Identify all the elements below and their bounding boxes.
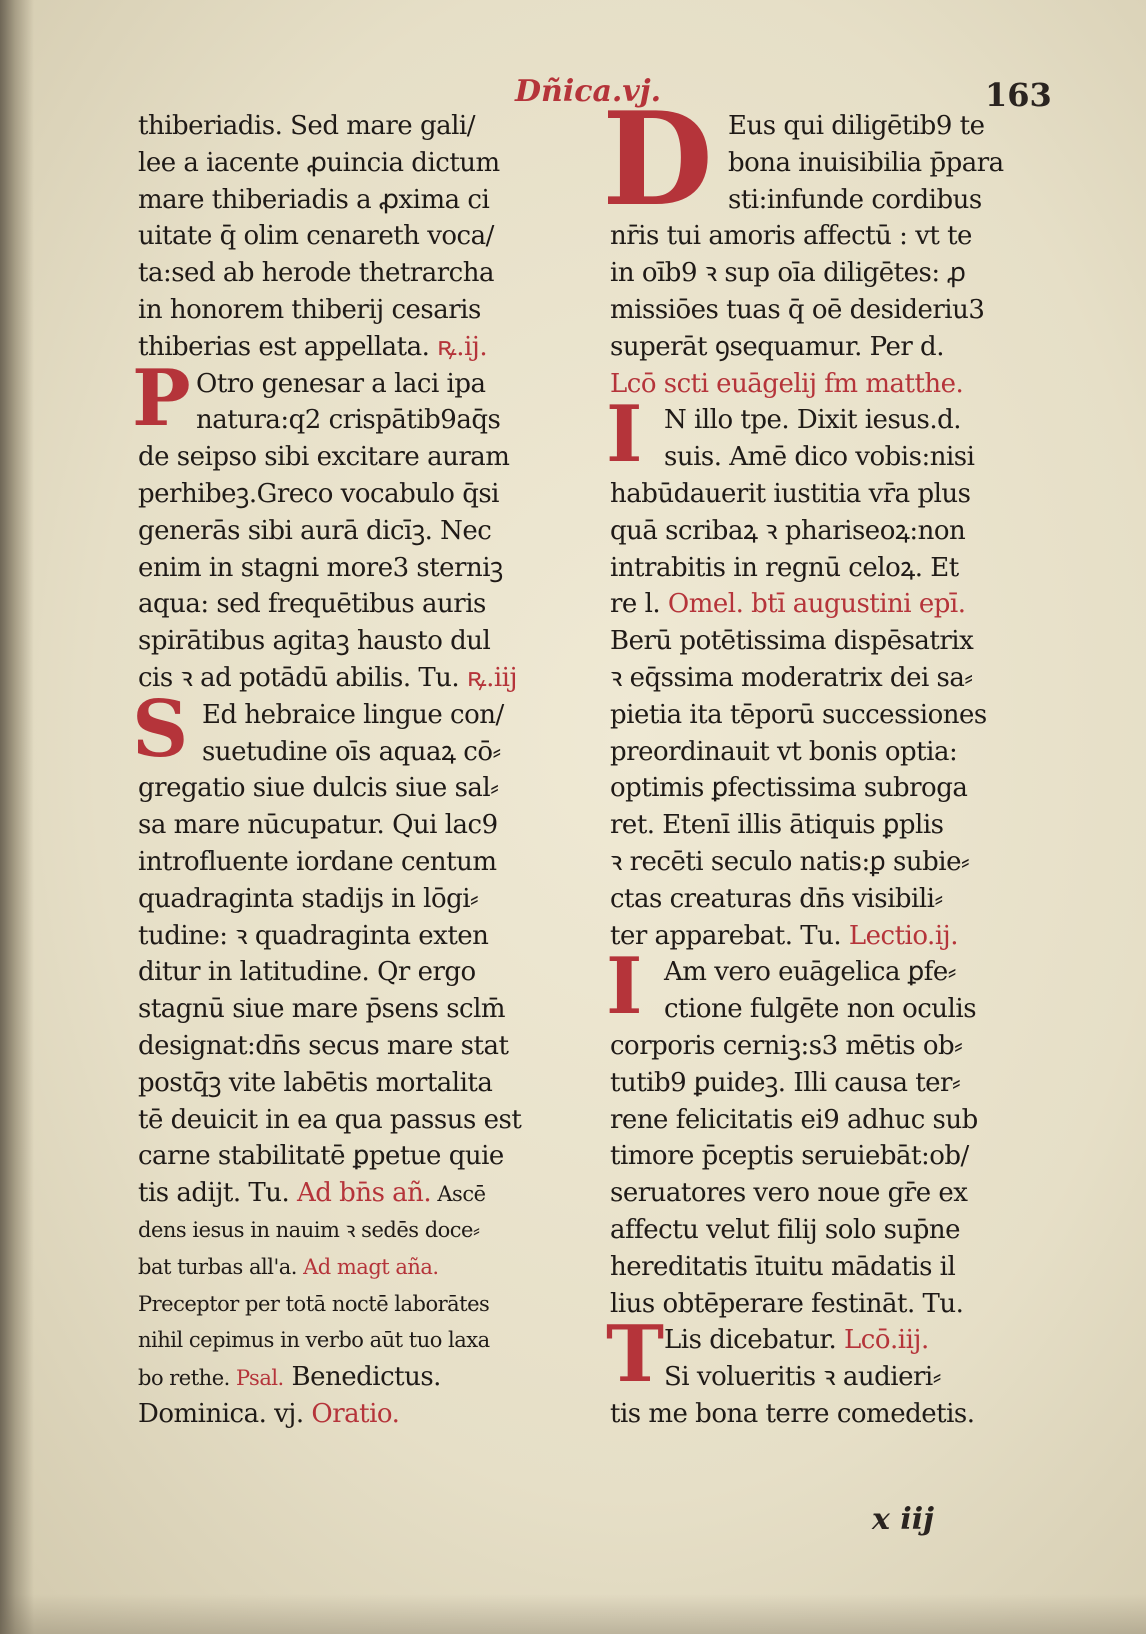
line-text: Otro genesar a laci ipa <box>196 368 486 399</box>
line-text: quadraginta stadijs in lōgi⸗ <box>138 883 479 914</box>
line-text: bat turbas all'a. <box>138 1254 297 1279</box>
text-line <box>138 329 578 365</box>
line-text: re l. <box>610 589 661 620</box>
line-text: pietia ita tēporū successiones <box>610 699 987 730</box>
text-line <box>138 844 578 880</box>
text-line <box>610 586 1052 622</box>
text-line <box>138 1286 578 1322</box>
text-line <box>138 182 578 218</box>
text-line <box>610 1322 1106 1358</box>
text-line <box>138 623 578 659</box>
ascende-text: Ascē <box>431 1182 486 1207</box>
text-line <box>138 476 578 512</box>
drop-initial-d: D <box>602 85 713 235</box>
drop-initial-i2: I <box>606 941 643 1033</box>
text-line <box>610 1249 1052 1285</box>
text-line <box>610 1028 1052 1064</box>
line-text: Si volueritis ꝛ audieri⸗ <box>664 1362 941 1393</box>
text-line <box>138 660 578 696</box>
text-line <box>138 807 578 843</box>
signature-mark: x iij <box>872 1502 934 1537</box>
text-line <box>610 366 1052 402</box>
line-text: tis adijt. Tu. <box>138 1178 290 1209</box>
running-head: Dñica.vj. <box>515 74 662 109</box>
line-text: Eus qui diligētib9 te <box>728 111 985 141</box>
line-text: tis me bona terre comedetis. <box>610 1399 975 1429</box>
line-text: enim in stagni more3 sterniꝫ <box>138 552 503 583</box>
text-line <box>610 513 1052 549</box>
line-text: Dominica. vj. <box>138 1399 304 1429</box>
benedictus-text: Benedictus. <box>283 1362 441 1393</box>
line-text: missiōes tuas q̄ oē desideriu3 <box>610 295 985 325</box>
text-line <box>610 1286 1052 1322</box>
text-line <box>610 881 1052 917</box>
text-line <box>138 218 578 254</box>
text-line <box>138 954 578 990</box>
text-line <box>610 623 1052 659</box>
text-line <box>610 660 1052 696</box>
text-line <box>610 918 1052 954</box>
line-text: rene felicitatis ei9 adhuc sub <box>610 1104 978 1135</box>
line-text: Berū potētissima dispēsatrix <box>610 626 974 657</box>
text-line <box>138 366 636 402</box>
text-line <box>610 329 1052 365</box>
text-line <box>138 1028 578 1064</box>
line-text: preordinauit vt bonis optia: <box>610 736 958 767</box>
text-line <box>610 255 1052 291</box>
text-line <box>610 1212 1052 1248</box>
line-text: stagnū siue mare p̄sens sclm̄ <box>138 994 506 1025</box>
line-text: Ed hebraice lingue con/ <box>202 699 504 730</box>
line-text: Preceptor per totā noctē laborātes <box>138 1291 490 1316</box>
line-text: seruatores vero noue gr̄e ex <box>610 1178 968 1209</box>
rubric-text: Lcō scti euāgelij fm matthe. <box>610 368 964 399</box>
text-line <box>138 145 578 181</box>
line-text: ta:sed ab herode thetrarcha <box>138 258 494 289</box>
line-text: spirātibus agitaꝫ hausto dul <box>138 626 491 657</box>
line-text: optimis ꝑfectissima subroga <box>610 773 968 804</box>
line-text: ctione fulgēte non oculis <box>664 994 977 1025</box>
line-text: generās sibi aurā dicīꝫ. Nec <box>138 515 492 546</box>
line-text: N illo tpe. Dixit iesus.d. <box>664 405 962 436</box>
line-text: ctas creaturas dn̄s visibili⸗ <box>610 883 943 914</box>
text-line <box>610 476 1052 512</box>
line-text: nr̄is tui amoris affectū : vt te <box>610 221 972 252</box>
text-line <box>610 697 1052 733</box>
line-text: timore p̄ceptis seruiebāt:ob/ <box>610 1141 969 1172</box>
line-text: nihil cepimus in verbo aūt tuo laxa <box>138 1328 490 1353</box>
text-line <box>138 586 578 622</box>
line-text: ditur in latitudine. Qr ergo <box>138 957 476 988</box>
text-line <box>610 550 1052 586</box>
line-text: suetudine oīs aquaꝝ cō⸗ <box>202 736 501 767</box>
line-text: lius obtēperare festināt. Tu. <box>610 1288 964 1319</box>
line-text: perhibeꝫ.Greco vocabulo q̄si <box>138 479 499 509</box>
text-line <box>138 1212 578 1248</box>
line-text: cis ꝛ ad potādū abilis. Tu. <box>138 663 460 693</box>
line-text: thiberiadis. Sed mare gali/ <box>138 111 475 141</box>
line-text: postq̄ꝫ vite labētis mortalita <box>138 1067 493 1098</box>
rubric-text: Ad bn̄s añ. <box>289 1178 432 1209</box>
rubric-text: ꝶ.ij. <box>429 331 488 362</box>
drop-initial-t: T <box>606 1309 665 1401</box>
text-line <box>138 255 578 291</box>
text-line <box>610 770 1052 806</box>
line-text: ꝛ recēti seculo natis:ꝑ subie⸗ <box>610 847 970 877</box>
text-line <box>138 734 642 770</box>
text-line <box>610 1102 1052 1138</box>
line-text: de seipso sibi excitare auram <box>138 442 510 473</box>
text-line <box>610 807 1052 843</box>
rubric-text: Lectio.ij. <box>841 920 958 951</box>
text-line <box>610 1396 1052 1432</box>
text-line <box>610 1138 1052 1174</box>
text-line <box>138 918 578 954</box>
text-line <box>138 881 578 917</box>
line-text: affectu velut filij solo sup̄ne <box>610 1215 960 1245</box>
gutter-shadow <box>0 0 34 1634</box>
text-line <box>610 1065 1052 1101</box>
text-line <box>610 844 1052 880</box>
text-line <box>610 991 1106 1027</box>
line-text: superāt ꝯsequamur. Per d. <box>610 331 944 362</box>
text-line <box>138 697 642 733</box>
rubric-text: Lcō.iij. <box>836 1325 929 1356</box>
line-text: Am vero euāgelica ꝑfe⸗ <box>664 957 956 988</box>
text-line <box>138 770 578 806</box>
line-text: suis. Amē dico vobis:nisi <box>664 442 975 473</box>
text-line <box>138 108 578 144</box>
line-text: introfluente iordane centum <box>138 847 497 877</box>
rubric-text: ꝶ.iij <box>459 663 518 693</box>
line-text: sti:infunde cordibus <box>728 184 982 215</box>
text-line <box>138 1396 578 1432</box>
text-line <box>610 292 1052 328</box>
line-text: Lis dicebatur. <box>664 1325 837 1356</box>
line-text: uitate q̄ olim cenareth voca/ <box>138 221 494 252</box>
text-line <box>138 991 578 1027</box>
rubric-text: Oratio. <box>303 1399 400 1429</box>
text-line <box>138 1359 578 1395</box>
line-text: ter apparebat. Tu. <box>610 920 842 951</box>
text-line <box>610 1175 1052 1211</box>
line-text: habūdauerit iustitia vr̄a plus <box>610 479 971 509</box>
text-line <box>138 1175 578 1211</box>
line-text: bo rethe. <box>138 1366 230 1391</box>
drop-initial-p: P <box>132 352 191 444</box>
text-line <box>138 1102 578 1138</box>
text-line <box>138 1065 578 1101</box>
line-text: hereditatis ītuitu mādatis il <box>610 1251 956 1282</box>
line-text: gregatio siue dulcis siue sal⸗ <box>138 773 499 804</box>
line-text: mare thiberiadis a ꝓxima ci <box>138 184 490 215</box>
line-text: tudine: ꝛ quadraginta exten <box>138 920 489 951</box>
line-text: ꝛ eq̄ssima moderatrix dei sa⸗ <box>610 663 973 693</box>
line-text: in oīb9 ꝛ sup oīa diligētes: ꝓ <box>610 258 966 289</box>
text-line <box>138 1138 578 1174</box>
text-line <box>610 439 1106 475</box>
line-text: tutib9 ꝑuideꝫ. Illi causa ter⸗ <box>610 1067 961 1098</box>
text-line <box>138 1249 578 1285</box>
line-text: lee a iacente ꝓuincia dictum <box>138 147 500 178</box>
line-text: bona inuisibilia p̄para <box>728 147 1004 178</box>
text-line <box>610 734 1052 770</box>
line-text: ret. Etenī illis ātiquis ꝑplis <box>610 810 944 841</box>
text-line <box>138 292 578 328</box>
text-line <box>610 1359 1106 1395</box>
line-text: thiberias est appellata. <box>138 331 430 362</box>
line-text: tē deuicit in ea qua passus est <box>138 1104 522 1135</box>
text-line <box>610 954 1106 990</box>
text-line <box>138 402 636 438</box>
rubric-text: Ad magt añа. <box>296 1254 439 1279</box>
line-text: intrabitis in regnū celoꝝ. Et <box>610 552 959 583</box>
text-line <box>138 439 578 475</box>
rubric-text: Omel. btī augustini epī. <box>660 589 966 620</box>
line-text: aqua: sed frequētibus auris <box>138 589 486 620</box>
line-text: quā scribaꝝ ꝛ phariseoꝝ:non <box>610 515 966 546</box>
bottom-shadow <box>0 1594 1146 1634</box>
rubric-text: Psal. <box>229 1366 284 1391</box>
line-text: sa mare nūcupatur. Qui lac9 <box>138 810 498 841</box>
line-text: corporis cerniꝫ:s3 mētis ob⸗ <box>610 1031 963 1061</box>
text-line <box>138 550 578 586</box>
line-text: natura:q2 crispātib9aq̄s <box>196 405 501 436</box>
line-text: dens iesus in nauim ꝛ sedēs doce⸗ <box>138 1218 480 1242</box>
text-line <box>138 513 578 549</box>
line-text: carne stabilitatē ꝑpetue quie <box>138 1141 504 1172</box>
folio-number: 163 <box>985 76 1052 114</box>
line-text: designat:dn̄s secus mare stat <box>138 1031 509 1061</box>
text-line <box>610 402 1106 438</box>
line-text: in honorem thiberij cesaris <box>138 295 481 325</box>
text-line <box>138 1322 578 1358</box>
drop-initial-s: S <box>132 683 189 775</box>
drop-initial-i: I <box>606 389 643 481</box>
